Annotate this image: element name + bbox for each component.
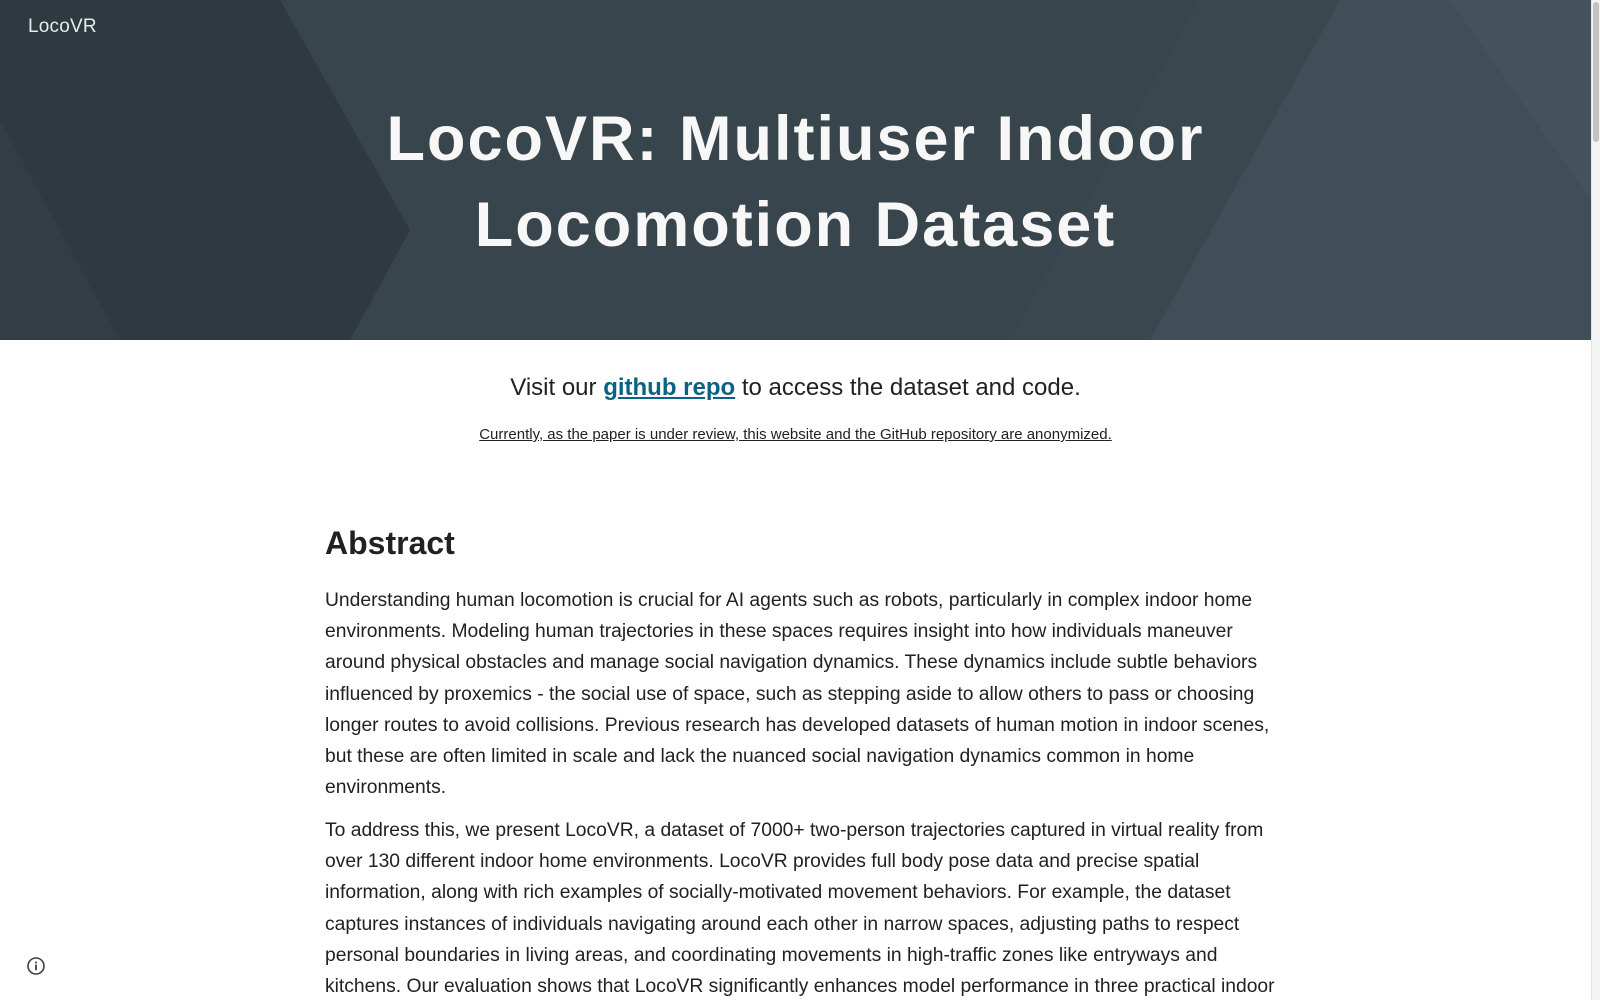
scrollbar-thumb[interactable] [1593, 2, 1599, 142]
abstract-paragraph-2: To address this, we present LocoVR, a dataset of 7000+ two-person trajectories captured in virtual reality from over 130 different indoor home environments. LocoVR provides full body pose data and precise spatial information, along with rich examples of socially-motivated movement behaviors. For example, the dataset captures instances of individuals navigating around each other in narrow spaces, adjusting paths to respect personal boundaries in living areas, and coordinating movements in high-traffic zones like entryways and kitchens. Our evaluation shows that LocoVR significantly enhances model performance in three practical indoor [325, 820, 1275, 998]
site-title-link[interactable]: LocoVR [28, 16, 97, 37]
review-notice [0, 426, 1591, 443]
abstract-heading: Abstract [325, 525, 455, 561]
hero-banner [0, 0, 1591, 340]
hero-title-text: LocoVR: Multiuser Indoor Locomotion Dataset [386, 104, 1205, 260]
hero-title [0, 96, 1591, 268]
visit-prefix: Visit our [510, 374, 597, 401]
site-info-button[interactable] [26, 956, 46, 976]
info-icon [26, 956, 46, 976]
review-notice-text: Currently, as the paper is under review, this website and the GitHub repository are anonymized. [479, 426, 1112, 443]
vertical-scrollbar[interactable] [1591, 0, 1600, 1000]
abstract-paragraph-1: Understanding human locomotion is crucial for AI agents such as robots, particularly in complex indoor home environments. Modeling human trajectories in these spaces requires insight into how individuals maneuver around physical obstacles and manage social navigation dynamics. These dynamics include subtle behaviors influenced by proxemics - the social use of space, such as stepping aside to allow others to pass or choosing longer routes to avoid collisions. Previous research has developed datasets of human motion in indoor scenes, but these are often limited in scale and lack the nuanced social navigation dynamics common in home environments. [325, 590, 1270, 799]
visit-suffix: to access the dataset and code. [741, 374, 1081, 401]
github-repo-link[interactable]: github repo [603, 374, 736, 401]
visit-repo-line [0, 374, 1591, 402]
